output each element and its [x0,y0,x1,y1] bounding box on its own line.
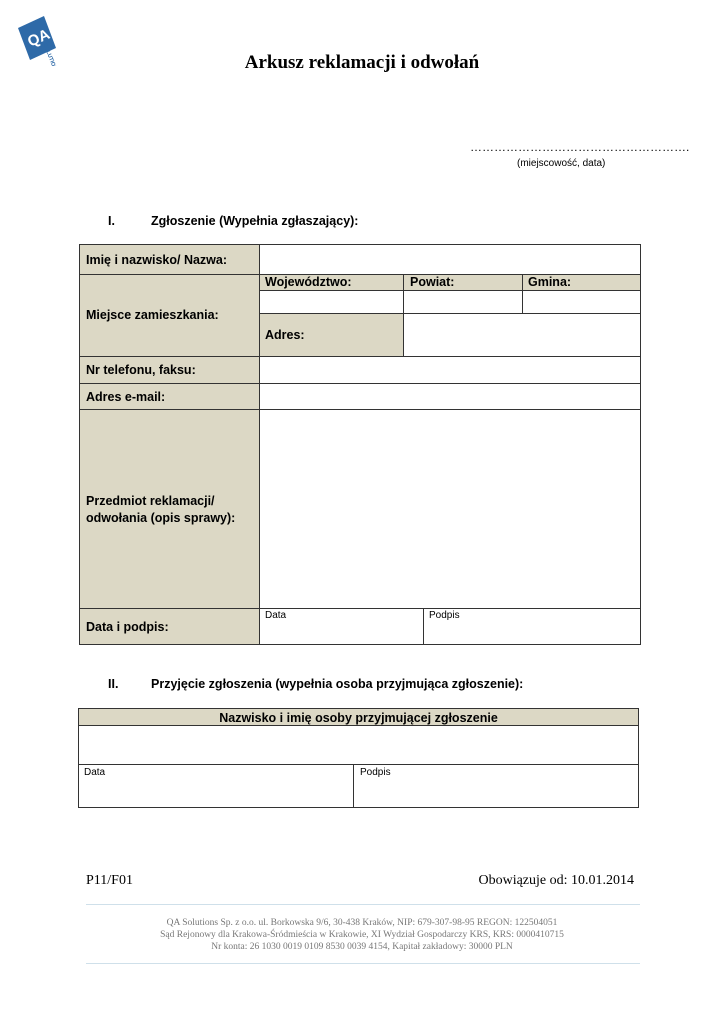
date-small-label: Data [265,610,287,621]
form-code: P11/F01 [86,873,133,888]
footer-divider-top [86,904,640,905]
subject-label-line-1: Przedmiot reklamacji/ [86,494,215,508]
voivodeship-field[interactable] [259,290,404,314]
acceptance-signature-label: Podpis [360,767,391,778]
email-label-cell [79,383,260,410]
county-header [403,274,523,291]
voivodeship-label: Województwo: [265,275,352,289]
datesign-label: Data i podpis: [86,620,169,634]
address-label: Adres: [265,328,305,342]
signature-small-label: Podpis [429,610,460,621]
acceptance-header-cell [78,708,639,726]
phone-label-cell [79,356,260,384]
commune-field[interactable] [522,290,641,314]
county-label: Powiat: [410,275,455,289]
section-1-title: Zgłoszenie (Wypełnia zgłaszający): [151,214,359,228]
datesign-label-cell [79,608,260,645]
section-2-title: Przyjęcie zgłoszenia (wypełnia osoba przyjmująca zgłoszenie): [151,677,524,691]
footer-divider-bottom [86,963,640,964]
company-line-3: Nr konta: 26 1030 0019 0109 8530 0039 4154, Kapitał zakładowy: 30000 PLN [211,942,513,952]
email-field[interactable] [259,383,641,410]
company-line-1: QA Solutions Sp. z o.o. ul. Borkowska 9/6, 30-438 Kraków, NIP: 679-307-98-95 REGON: 122504051 [166,918,558,928]
commune-header [522,274,641,291]
subject-label-cell [79,409,260,609]
subject-field[interactable] [259,409,641,609]
county-field[interactable] [403,290,523,314]
residence-label: Miejsce zamieszkania: [86,308,219,322]
address-field[interactable] [403,313,641,357]
section-2-number: II. [108,677,119,691]
logo-tagline: SOLUTIONS [41,42,59,66]
subject-label-line-2: odwołania (opis sprawy): [86,511,236,525]
company-line-2: Sąd Rejonowy dla Krakowa-Śródmieścia w Krakowie, XI Wydział Gospodarczy KRS, KRS: 0000410715 [160,930,564,940]
section-1-number: I. [108,214,115,228]
name-label: Imię i nazwisko/ Nazwa: [86,253,228,267]
date-field[interactable] [259,608,424,645]
voivodeship-header [259,274,404,291]
phone-label: Nr telefonu, faksu: [86,363,196,377]
acceptance-date-field[interactable] [78,764,354,808]
place-date-hint: (miejscowość, data) [517,158,606,169]
acceptance-date-label: Data [84,767,106,778]
signature-field[interactable] [423,608,641,645]
acceptor-name-field[interactable] [78,725,639,765]
commune-label: Gmina: [528,275,572,289]
document-title: Arkusz reklamacji i odwołań [244,52,480,73]
valid-from: Obowiązuje od: 10.01.2014 [478,873,634,888]
acceptance-signature-field[interactable] [353,764,639,808]
phone-field[interactable] [259,356,641,384]
logo-letters: QA [25,25,53,51]
place-date-line[interactable]: ………………………………………………. [470,140,690,154]
name-field[interactable] [259,244,641,275]
name-label-cell [79,244,260,275]
address-label-cell [259,313,404,357]
acceptance-header: Nazwisko i imię osoby przyjmującej zgłoszenie [219,711,498,725]
email-label: Adres e-mail: [86,390,166,404]
residence-label-cell [79,274,260,357]
